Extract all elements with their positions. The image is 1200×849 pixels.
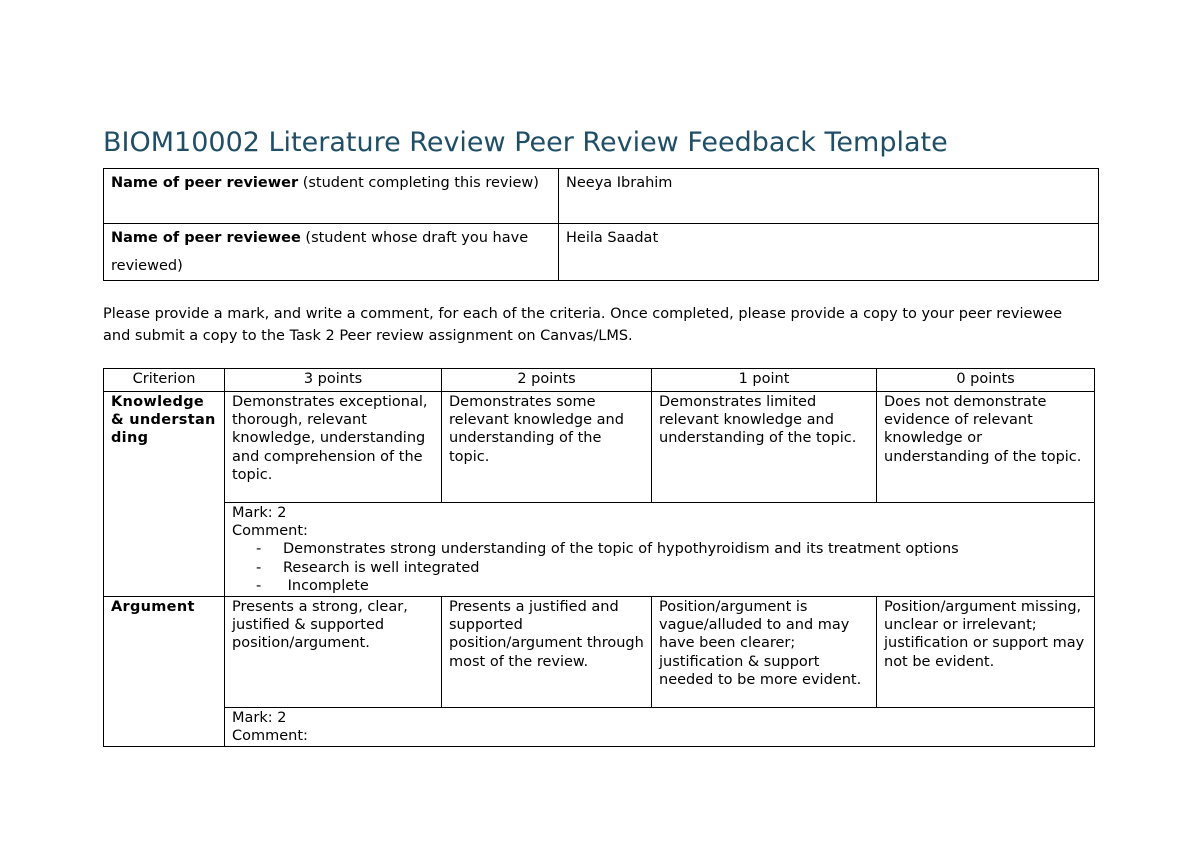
level-descriptor: Does not demonstrate evidence of relevant knowledge or understanding of the topic. xyxy=(877,392,1095,503)
rubric-table xyxy=(103,368,1095,747)
reviewer-info-table xyxy=(103,168,1099,281)
feedback-field[interactable] xyxy=(225,503,1095,597)
level-descriptor: Demonstrates exceptional, thorough, relevant knowledge, understanding and comprehension of the topic. xyxy=(225,392,442,503)
criterion-name: Knowledge & understanding xyxy=(104,392,225,503)
level-descriptor: Position/argument missing, unclear or irrelevant; justification or support may not be evident. xyxy=(877,597,1095,708)
reviewee-label-cell xyxy=(104,224,559,281)
level-descriptor: Presents a justified and supported position/argument through most of the review. xyxy=(442,597,652,708)
reviewee-name-field[interactable] xyxy=(559,224,1099,281)
reviewer-note: (student completing this review) xyxy=(302,175,539,191)
criterion-row-argument xyxy=(104,597,1095,708)
level-descriptor: Demonstrates limited relevant knowledge and understanding of the topic. xyxy=(652,392,877,503)
comment-label: Comment: xyxy=(232,523,308,540)
page-title: BIOM10002 Literature Review Peer Review Feedback Template xyxy=(103,127,948,158)
header-2-points: 2 points xyxy=(442,369,652,392)
comment-item: - Demonstrates strong understanding of the topic of hypothyroidism and its treatment options xyxy=(256,540,1087,558)
header-3-points: 3 points xyxy=(225,369,442,392)
reviewer-row xyxy=(104,169,1099,224)
mark-value: Mark: 2 xyxy=(232,710,287,727)
reviewee-row xyxy=(104,224,1099,281)
feedback-field[interactable] xyxy=(225,708,1095,747)
criterion-spacer xyxy=(104,503,225,597)
header-0-points: 0 points xyxy=(877,369,1095,392)
level-descriptor: Demonstrates some relevant knowledge and understanding of the topic. xyxy=(442,392,652,503)
comment-label: Comment: xyxy=(232,728,308,745)
mark-value: Mark: 2 xyxy=(232,505,287,521)
header-criterion: Criterion xyxy=(104,369,225,392)
feedback-row-knowledge xyxy=(104,503,1095,597)
reviewee-note: (student whose draft you have reviewed) xyxy=(111,230,529,274)
reviewer-label: Name of peer reviewer xyxy=(111,175,299,191)
level-descriptor: Position/argument is vague/alluded to and may have been clearer; justification & support needed to be more evident. xyxy=(652,597,877,708)
reviewer-label-cell xyxy=(104,169,559,224)
comment-item: - Incomplete xyxy=(256,577,1087,595)
reviewee-name: Heila Saadat xyxy=(566,230,659,246)
reviewer-name-field[interactable] xyxy=(559,169,1099,224)
criterion-spacer xyxy=(104,708,225,747)
reviewer-name: Neeya Ibrahim xyxy=(566,175,673,191)
rubric-header-row xyxy=(104,369,1095,392)
comment-item: - Research is well integrated xyxy=(256,559,1087,577)
reviewee-label: Name of peer reviewee xyxy=(111,230,301,246)
level-descriptor: Presents a strong, clear, justified & supported position/argument. xyxy=(225,597,442,708)
criterion-name: Argument xyxy=(104,597,225,708)
criterion-row-knowledge xyxy=(104,392,1095,503)
feedback-row-argument xyxy=(104,708,1095,747)
comment-list xyxy=(232,540,1087,595)
header-1-point: 1 point xyxy=(652,369,877,392)
instructions-text: Please provide a mark, and write a comment, for each of the criteria. Once completed, please provide a copy to your peer reviewee and submit a copy to the Task 2 Peer review assignment on Canvas/LMS. xyxy=(103,306,1063,344)
